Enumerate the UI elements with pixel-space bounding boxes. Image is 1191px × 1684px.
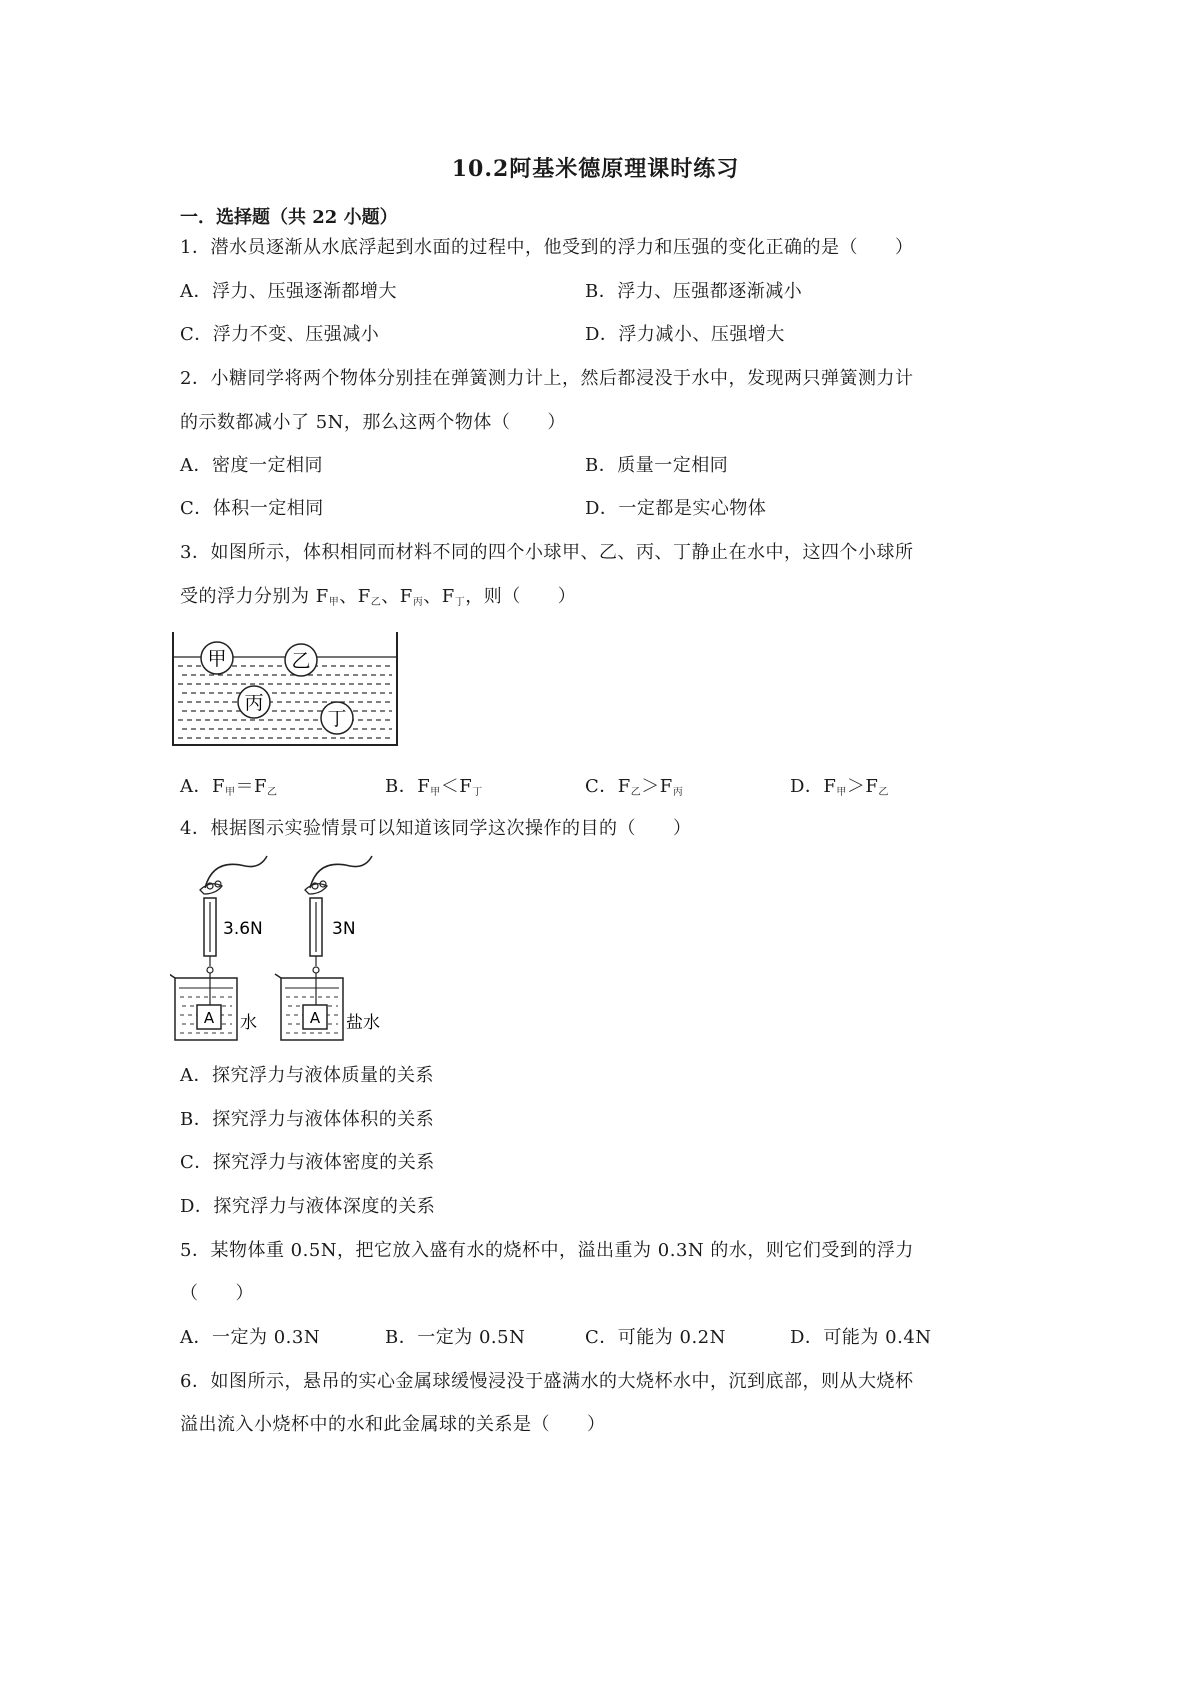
q3-option-c: C．$F_乙>F_丙$ bbox=[585, 776, 684, 798]
q1-option-a: A．浮力、压强逐渐都增大 bbox=[180, 281, 397, 302]
q3-container-figure bbox=[170, 630, 400, 750]
ball-yi bbox=[285, 644, 317, 676]
q3-stem-line1: 3．如图所示，体积相同而材料不同的四个小球甲、乙、丙、丁静止在水中，这四个小球所 bbox=[180, 542, 914, 563]
q4-option-c: C．探究浮力与液体密度的关系 bbox=[180, 1152, 435, 1173]
q2-option-b: B．质量一定相同 bbox=[585, 455, 729, 476]
q1-stem: 1．潜水员逐渐从水底浮起到水面的过程中，他受到的浮力和压强的变化正确的是（ ） bbox=[180, 237, 914, 258]
ball-ding bbox=[321, 702, 353, 734]
q5-option-b: B．一定为 0.5N bbox=[385, 1327, 526, 1348]
q4-option-d: D．探究浮力与液体深度的关系 bbox=[180, 1196, 436, 1217]
right-apparatus bbox=[275, 856, 380, 1040]
ball-jia bbox=[201, 642, 233, 674]
q3-option-d: D．$F_甲>F_乙$ bbox=[790, 776, 889, 798]
reading-left: 3.6N bbox=[223, 919, 263, 939]
q1-option-c: C．浮力不变、压强减小 bbox=[180, 324, 380, 345]
q5-option-d: D．可能为 0.4N bbox=[790, 1327, 932, 1348]
q4-spring-scale-figure bbox=[170, 850, 410, 1050]
ball-bing bbox=[238, 686, 270, 718]
q3-stem-line2: 受的浮力分别为 $F_甲$、$F_乙$、$F_丙$、$F_丁$，则（ ） bbox=[180, 586, 577, 608]
svg-text:A: A bbox=[203, 1009, 215, 1027]
q2-stem-line2: 的示数都减小了 5N，那么这两个物体（ ） bbox=[180, 412, 566, 433]
q6-stem-line2: 溢出流入小烧杯中的水和此金属球的关系是（ ） bbox=[180, 1414, 606, 1435]
q4-option-b: B．探究浮力与液体体积的关系 bbox=[180, 1109, 435, 1130]
section-heading: 一．选择题（共 22 小题） bbox=[180, 207, 398, 228]
q4-stem: 4．根据图示实验情景可以知道该同学这次操作的目的（ ） bbox=[180, 818, 692, 839]
q1-option-b: B．浮力、压强都逐渐减小 bbox=[585, 281, 803, 302]
left-apparatus bbox=[170, 856, 267, 1040]
q5-option-c: C．可能为 0.2N bbox=[585, 1327, 726, 1348]
svg-text:A: A bbox=[309, 1009, 321, 1027]
q3-option-b: B．$F_甲<F_丁$ bbox=[385, 776, 483, 798]
liquid-right-label: 盐水 bbox=[346, 1013, 380, 1033]
reading-right: 3N bbox=[332, 919, 356, 939]
q2-option-d: D．一定都是实心物体 bbox=[585, 498, 767, 519]
q5-stem-line1: 5．某物体重 0.5N，把它放入盛有水的烧杯中，溢出重为 0.3N 的水，则它们受到的浮力 bbox=[180, 1240, 914, 1261]
q5-stem-line2: （ ） bbox=[180, 1283, 254, 1304]
ball-bing-label: 丙 bbox=[244, 692, 264, 714]
q2-stem-line1: 2．小糖同学将两个物体分别挂在弹簧测力计上，然后都浸没于水中，发现两只弹簧测力计 bbox=[180, 368, 914, 389]
q2-option-c: C．体积一定相同 bbox=[180, 498, 324, 519]
ball-jia-label: 甲 bbox=[207, 648, 227, 670]
q3-option-a: A．$F_甲=F_乙$ bbox=[180, 776, 278, 798]
q6-stem-line1: 6．如图所示，悬吊的实心金属球缓慢浸没于盛满水的大烧杯水中，沉到底部，则从大烧杯 bbox=[180, 1371, 914, 1392]
liquid-left-label: 水 bbox=[240, 1013, 257, 1033]
ball-yi-label: 乙 bbox=[291, 650, 311, 672]
q5-option-a: A．一定为 0.3N bbox=[180, 1327, 321, 1348]
page-title: 10.2阿基米德原理课时练习 bbox=[451, 156, 740, 182]
ball-ding-label: 丁 bbox=[327, 708, 347, 730]
q1-option-d: D．浮力减小、压强增大 bbox=[585, 324, 785, 345]
q2-option-a: A．密度一定相同 bbox=[180, 455, 323, 476]
q4-option-a: A．探究浮力与液体质量的关系 bbox=[180, 1065, 434, 1086]
